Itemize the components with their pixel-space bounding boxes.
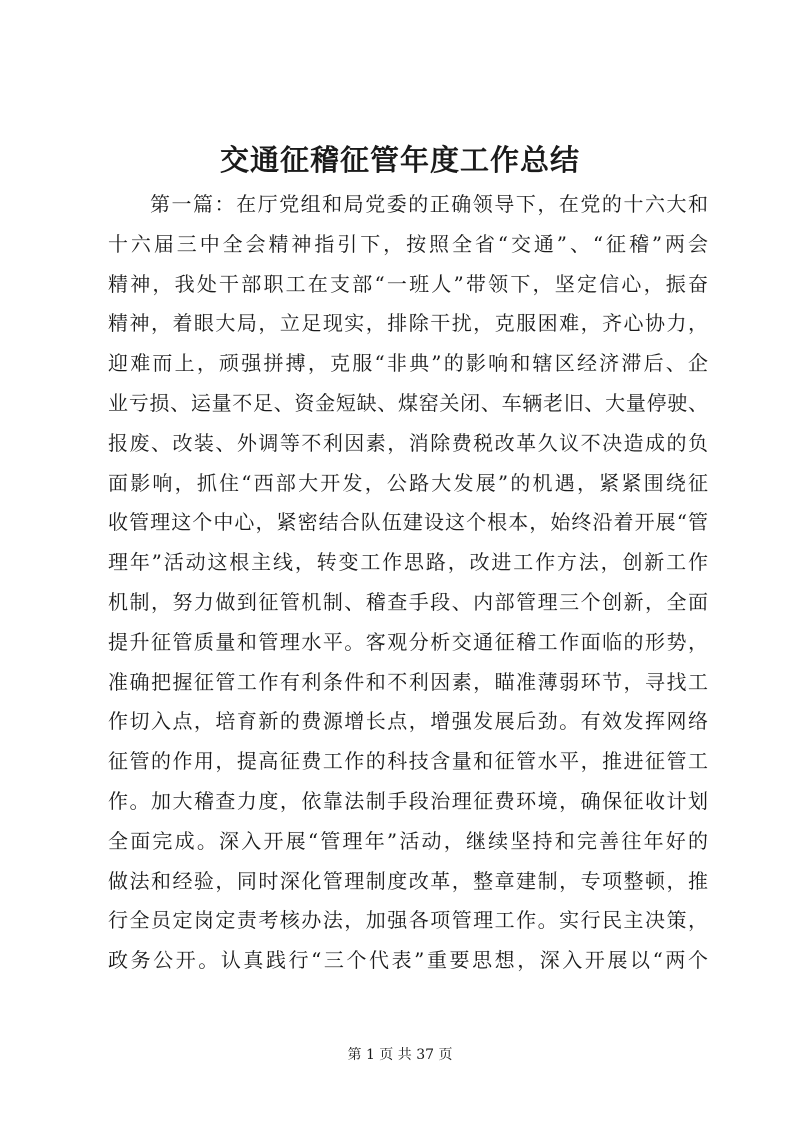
text-line: 迎难而上，顽强拼搏，克服“非典”的影响和辖区经济滞后、企 bbox=[108, 351, 708, 376]
text-line: 精神，着眼大局，立足现实，排除干扰，克服困难，齐心协力， bbox=[108, 311, 708, 336]
text-line: 业亏损、运量不足、资金短缺、煤窑关闭、车辆老旧、大量停驶、 bbox=[108, 390, 708, 415]
text-line: 提升征管质量和管理水平。客观分析交通征稽工作面临的形势， bbox=[108, 629, 708, 654]
page-number-footer: 第 1 页 共 37 页 bbox=[347, 1047, 453, 1063]
text-line: 面影响，抓住“西部大开发，公路大发展”的机遇，紧紧围绕征 bbox=[108, 470, 708, 495]
text-line: 行全员定岗定责考核办法，加强各项管理工作。实行民主决策， bbox=[108, 908, 708, 933]
body-paragraph bbox=[108, 185, 708, 981]
text-line: 理年”活动这根主线，转变工作思路，改进工作方法，创新工作 bbox=[108, 550, 708, 575]
text-line: 第一篇：在厅党组和局党委的正确领导下，在党的十六大和 bbox=[150, 192, 708, 216]
text-line: 精神，我处干部职工在支部“一班人”带领下，坚定信心，振奋 bbox=[108, 271, 708, 296]
text-line: 十六届三中全会精神指引下，按照全省“交通”、“征稽”两会 bbox=[108, 231, 708, 256]
text-line: 全面完成。深入开展“管理年”活动，继续坚持和完善往年好的 bbox=[108, 828, 708, 853]
text-line: 做法和经验，同时深化管理制度改革，整章建制，专项整顿，推 bbox=[108, 868, 708, 893]
document-title: 交通征稽征管年度工作总结 bbox=[219, 143, 580, 177]
text-line: 作。加大稽查力度，依靠法制手段治理征费环境，确保征收计划 bbox=[108, 788, 708, 813]
text-line: 机制，努力做到征管机制、稽查手段、内部管理三个创新，全面 bbox=[108, 589, 708, 614]
text-line: 作切入点，培育新的费源增长点，增强发展后劲。有效发挥网络 bbox=[108, 709, 708, 734]
text-line: 准确把握征管工作有利条件和不利因素，瞄准薄弱环节，寻找工 bbox=[108, 669, 708, 694]
text-line: 报废、改装、外调等不利因素，消除费税改革久议不决造成的负 bbox=[108, 430, 708, 455]
text-line: 征管的作用，提高征费工作的科技含量和征管水平，推进征管工 bbox=[108, 749, 708, 774]
text-line: 政务公开。认真践行“三个代表”重要思想，深入开展以“两个 bbox=[108, 948, 708, 973]
text-line: 收管理这个中心，紧密结合队伍建设这个根本，始终沿着开展“管 bbox=[108, 510, 708, 535]
